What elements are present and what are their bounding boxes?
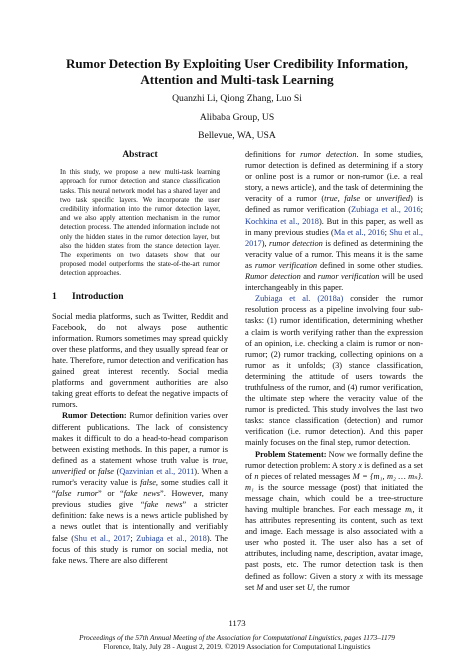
paper-title: Rumor Detection By Exploiting User Credibility Information, Attention and Multi-task Learning (66, 56, 408, 87)
page-number: 1173 (228, 618, 246, 628)
affiliation: Alibaba Group, US (199, 112, 275, 123)
abstract-heading: Abstract (122, 150, 158, 160)
citation-link[interactable]: Shu et al., 2017 (245, 227, 423, 248)
location: Bellevue, WA, USA (198, 130, 276, 141)
proceedings-footer (0, 633, 474, 652)
citation-link[interactable]: Zubiaga et al., 2018 (136, 533, 207, 543)
citation-link[interactable]: Ma et al., 2016 (333, 227, 385, 237)
pipeline-paragraph: Zubiaga et al. (2018a) consider the rumor resolution process as a pipeline involving four sub-tasks: (1) rumor identification, determining whether a claim is worth verifying rather than the expression of an opinion, i.e. checking a claim is rumor or non-rumor; (2) rumor tracking, collecting opinions on a rumor as it unfolds; (3) stance classification, determining the attitude of users towards the truthfulness of the rumor, and (4) rumor verification, the ultimate step where the veracity value of the rumor is predicted. This study involves the last two tasks: stance classification (detection) and rumor verification (i.e. rumor detection). And this paper mainly focuses on the final step, rumor detection. (245, 294, 423, 448)
citation-link[interactable]: Kochkina et al., 2018 (245, 216, 319, 226)
section-title: Introduction (72, 291, 124, 302)
intro-paragraph-2: Rumor Detection: Rumor definition varies over different publications. The lack of consistency makes it difficult to do a head-to-head comparison between existing methods. In this paper, a rumor is defined as a statement whose truth value is true, unverified or false (Qazvinian et al., 2011). When a rumor's veracity value is false, some studies call it “false rumor” or “fake news”. However, many previous studies give “fake news” a stricter definition: fake news is a news article published by a news outlet that is intentionally and verifiably false (Shu et al., 2017; Zubiaga et al., 2018). The focus of this study is rumor on social media, not fake news. There are also different (52, 411, 228, 565)
problem-statement-paragraph: Problem Statement: Now we formally define the rumor detection problem: A story x is defined as a set of n pieces of related messages M = {m₁, m₂ … mₙ}. m₁ is the source message (post) that initiated the message chain, which could be a tree-structure having multiple branches. For each message mᵢ, it has attributes representing its content, such as text and image. Each message is also associated with a user who posted it. The user also has a set of attributes, including name, description, avatar image, past posts, etc. The rumor detection task is then defined as follow: Given a story x with its message set M and user set U, the rumor (245, 449, 424, 592)
problem-statement-label: Problem Statement: (255, 449, 327, 459)
definitions-paragraph: definitions for rumor detection. In some studies, rumor detection is defined as determining if a story or online post is a rumor or non-rumor (i.e. a real story, a news article), and the task of determining the veracity of a rumor (true, false or unverified) is defined as rumor verification (Zubiaga et al., 2016; Kochkina et al., 2018). But in this paper, as well as in many previous studies (Ma et al., 2016; Shu et al., 2017), rumor detection is defined as determining the veracity value of a rumor. This means it is the same as rumor verification defined in some other studies. Rumor detection and rumor verification will be used interchangeably in this paper. (245, 150, 424, 293)
left-column (52, 150, 228, 566)
citation-link[interactable]: Shu et al., 2017 (74, 533, 131, 543)
section-number: 1 (52, 291, 57, 302)
section-heading-introduction (52, 292, 228, 303)
rumor-detection-label: Rumor Detection: (62, 411, 127, 421)
authors: Quanzhi Li, Qiong Zhang, Luo Si (172, 93, 302, 104)
copyright-line: Florence, Italy, July 28 - August 2, 2019. ©2019 Association for Computational Linguistics (103, 642, 371, 652)
right-column (245, 149, 423, 593)
proceedings-line: Proceedings of the 57th Annual Meeting of the Association for Computational Linguistics, pages 1173–1179 (79, 633, 395, 642)
citation-link[interactable]: Qazvinian et al., 2011 (119, 466, 195, 476)
citation-link[interactable]: Zubiaga et al. (2018a) (255, 294, 344, 304)
intro-paragraph-1: Social media platforms, such as Twitter, Reddit and Facebook, do not always pose authentic information. Rumors sometimes may spread quickly over these platforms, and they usually spread fear or hate. Therefore, rumor detection and verification has gained great interest recently. Social media platforms and government authorities are also taking great efforts to defeat the negative impacts of rumors. (52, 311, 228, 410)
citation-link[interactable]: Zubiaga et al., 2016 (351, 205, 421, 215)
abstract-text: In this study, we propose a new multi-task learning approach for rumor detection and stance classification tasks. This neural network model has a shared layer and two task specific layers. We incorporate the user credibility information into the rumor detection layer, and we also apply attention mechanism in the rumor detection process. The attended information include not only the hidden states in the rumor detection layer, but also the hidden states from the stance detection layer. The experiments on two datasets show that our proposed model outperforms the state-of-the-art rumor detection approaches. (60, 168, 220, 278)
